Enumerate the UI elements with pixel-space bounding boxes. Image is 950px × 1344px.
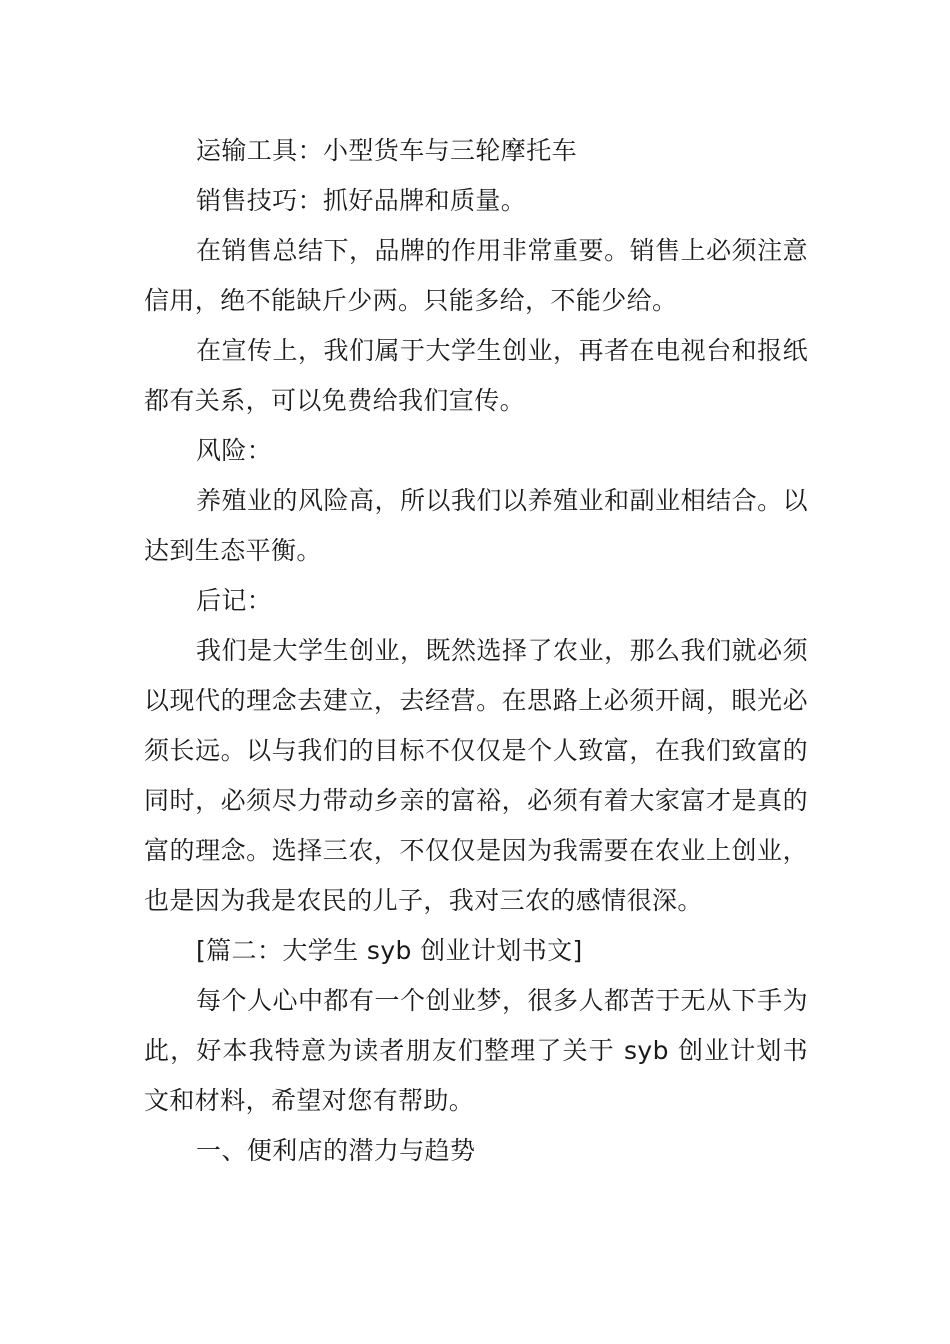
paragraph-intro: 每个人心中都有一个创业梦，很多人都苦于无从下手为此，好本我特意为读者朋友们整理了关于 syb 创业计划书文和材料，希望对您有帮助。 xyxy=(144,986,808,1115)
heading-afterword: 后记： xyxy=(196,586,273,615)
paragraph-transport: 运输工具：小型货车与三轮摩托车 xyxy=(196,136,578,165)
section-title-part-two: [篇二：大学生 syb 创业计划书文] xyxy=(196,936,583,965)
paragraph-promotion: 在宣传上，我们属于大学生创业，再者在电视台和报纸都有关系，可以免费给我们宣传。 xyxy=(144,336,808,415)
heading-risk: 风险： xyxy=(196,436,273,465)
paragraph-sales-skills: 销售技巧：抓好品牌和质量。 xyxy=(196,186,527,215)
document-body xyxy=(144,126,808,1176)
paragraph-brand: 在销售总结下，品牌的作用非常重要。销售上必须注意信用，绝不能缺斤少两。只能多给，不能少给。 xyxy=(144,236,808,315)
paragraph-afterword: 我们是大学生创业，既然选择了农业，那么我们就必须以现代的理念去建立，去经营。在思路上必须开阔，眼光必须长远。以与我们的目标不仅仅是个人致富，在我们致富的同时，必须尽力带动乡亲的富裕，必须有着大家富才是真的富的理念。选择三农，不仅仅是因为我需要在农业上创业，也是因为我是农民的儿子，我对三农的感情很深。 xyxy=(144,636,808,915)
heading-section-one: 一、便利店的潜力与趋势 xyxy=(196,1136,476,1165)
paragraph-risk: 养殖业的风险高，所以我们以养殖业和副业相结合。以达到生态平衡。 xyxy=(144,486,808,565)
